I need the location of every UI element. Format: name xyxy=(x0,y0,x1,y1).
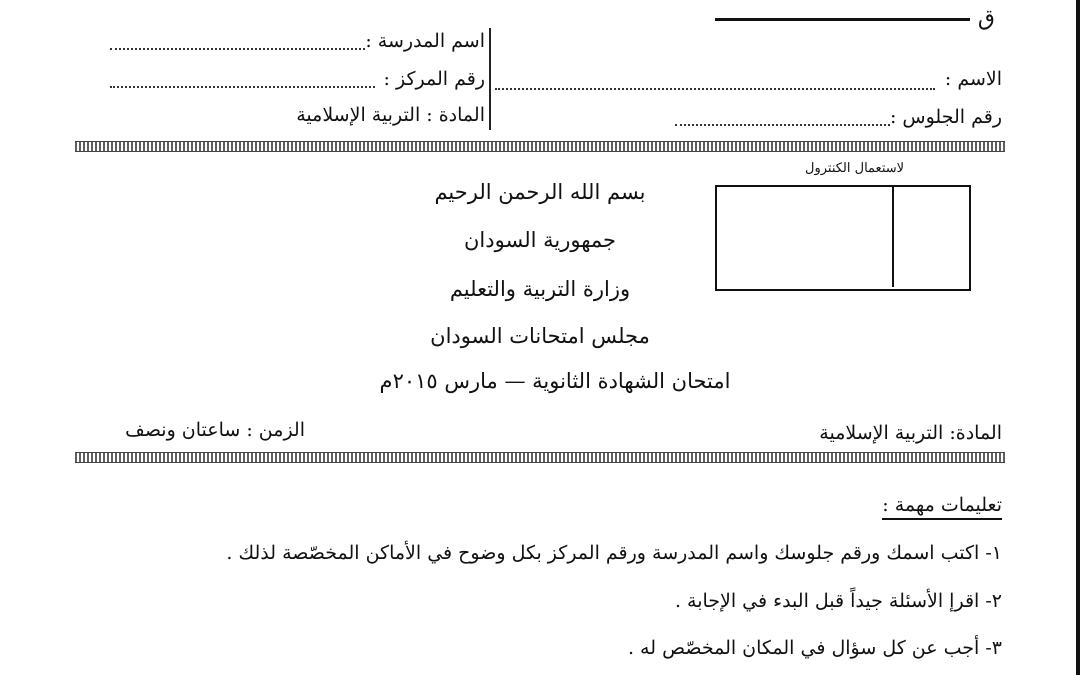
instruction-item-1: ١- اكتب اسمك ورقم جلوسك واسم المدرسة ورقم المركز بكل وضوح في الأماكن المخصّصة لذلك . xyxy=(226,542,1002,564)
subject-label-header: المادة : التربية الإسلامية xyxy=(296,104,485,126)
page-edge xyxy=(1076,0,1080,675)
student-name-label: الاسم : xyxy=(944,68,1002,90)
council-name: مجلس امتحانات السودان xyxy=(430,324,650,348)
student-name-field[interactable] xyxy=(495,88,935,90)
instructions-heading-text: تعليمات مهمة : xyxy=(882,494,1002,520)
school-name-field[interactable] xyxy=(110,48,365,50)
control-box xyxy=(715,185,971,291)
header-divider xyxy=(489,28,491,130)
control-box-divider xyxy=(892,187,894,287)
school-name-label: اسم المدرسة : xyxy=(365,30,485,52)
seat-number-label: رقم الجلوس : xyxy=(889,106,1002,128)
instruction-item-3: ٣- أجب عن كل سؤال في المكان المخصّص له . xyxy=(627,637,1002,659)
seat-number-field[interactable] xyxy=(675,124,890,126)
ministry-name: وزارة التربية والتعليم xyxy=(449,277,631,301)
top-mark-glyph: ق xyxy=(977,6,995,31)
control-box-label: لاستعمال الكنترول xyxy=(805,161,905,176)
separator-band-top xyxy=(75,141,1005,152)
center-number-label: رقم المركز : xyxy=(383,68,485,90)
country-name: جمهورية السودان xyxy=(464,228,616,252)
top-mark-line xyxy=(715,18,970,21)
basmala: بسم الله الرحمن الرحيم xyxy=(434,180,646,204)
time-line: الزمن : ساعتان ونصف xyxy=(125,419,305,441)
separator-band-bottom xyxy=(75,452,1005,463)
exam-title: امتحان الشهادة الثانوية — مارس ٢٠١٥م xyxy=(379,369,731,393)
instruction-item-2: ٢- اقرإ الأسئلة جيداً قبل البدء في الإجابة . xyxy=(674,590,1002,612)
subject-line: المادة: التربية الإسلامية xyxy=(819,422,1002,444)
center-number-field[interactable] xyxy=(110,86,375,88)
instructions-heading xyxy=(882,494,1002,516)
